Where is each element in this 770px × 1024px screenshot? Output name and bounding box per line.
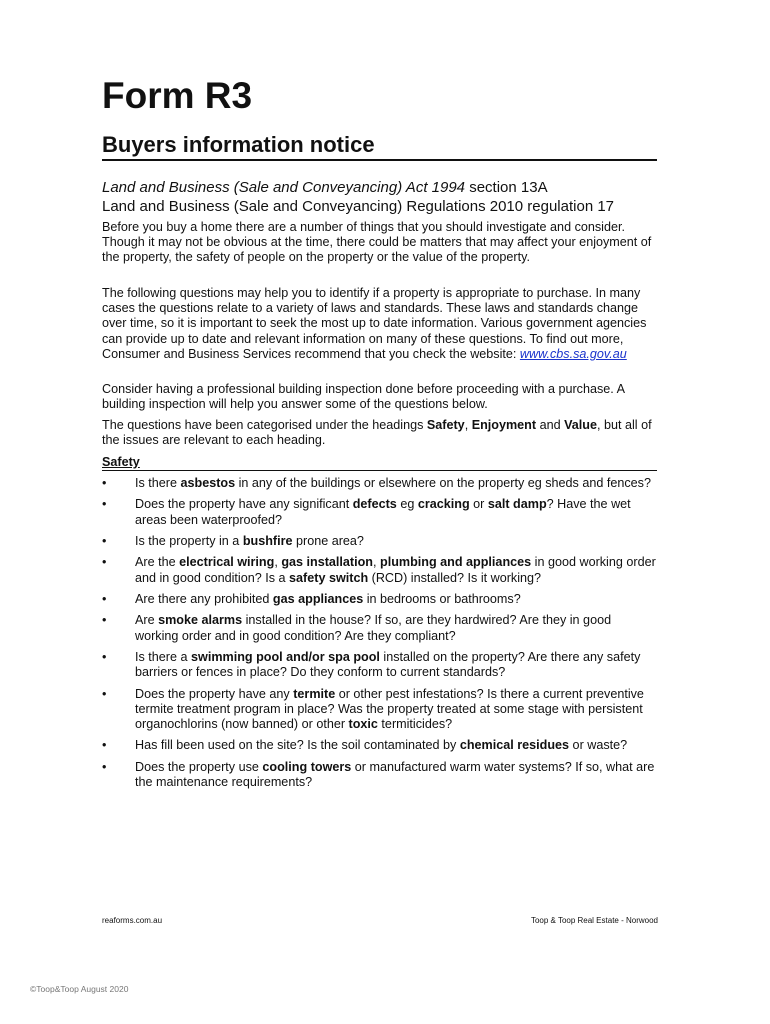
intro-paragraph-1: Before you buy a home there are a number of things that you should investigate and consider. Though it may not be obvious at the time, there could be matters that may affect your enjoyment of the property, the safety of people on the property or the value of the property. bbox=[102, 220, 652, 265]
p4-separator: , bbox=[464, 418, 472, 432]
list-item bbox=[102, 738, 657, 753]
item-keyword: asbestos bbox=[180, 476, 236, 490]
safety-section-heading: Safety bbox=[102, 455, 657, 471]
heading-ref-enjoyment: Enjoyment bbox=[471, 418, 537, 432]
bullet-icon: • bbox=[102, 686, 107, 701]
bullet-icon: • bbox=[102, 533, 107, 548]
item-keyword: smoke alarms bbox=[158, 613, 243, 628]
p4-text-a: The questions have been categorised under the headings bbox=[102, 418, 427, 432]
item-text: Does the property have any bbox=[135, 686, 294, 701]
list-item bbox=[102, 497, 657, 527]
footer-agency: Toop & Toop Real Estate - Norwood bbox=[530, 916, 658, 925]
list-item bbox=[102, 534, 657, 549]
act-name: Land and Business (Sale and Conveyancing) Act 1994 bbox=[102, 179, 466, 196]
website-link[interactable]: www.cbs.sa.gov.au bbox=[519, 346, 627, 361]
item-text: or manufactured warm water systems? If so, what are the maintenance requirements? bbox=[135, 759, 655, 789]
heading-ref-value: Value bbox=[564, 418, 597, 432]
item-text: or other pest infestations? Is there a current preventive termite treatment program in place? Was the property treated at some stage with persistent organochlorins (now banned) or other bbox=[135, 686, 644, 731]
bullet-icon: • bbox=[102, 555, 107, 570]
item-keyword: termite bbox=[293, 686, 336, 701]
item-text: in any of the buildings or elsewhere on the property eg sheds and fences? bbox=[235, 476, 651, 490]
regulations-reference: Land and Business (Sale and Conveyancing) Regulations 2010 regulation 17 bbox=[102, 198, 615, 215]
bullet-icon: • bbox=[102, 649, 107, 664]
form-title: Form R3 bbox=[102, 75, 253, 116]
list-item bbox=[102, 555, 657, 585]
p4-and: and bbox=[536, 418, 565, 432]
item-text: Does the property have any significant bbox=[135, 497, 353, 512]
list-item bbox=[102, 592, 657, 607]
legislation-reference bbox=[102, 178, 667, 216]
item-text: Does the property use bbox=[135, 759, 263, 774]
intro-paragraph-4 bbox=[102, 418, 657, 448]
bullet-icon: • bbox=[102, 591, 107, 606]
item-keyword: salt damp bbox=[487, 497, 547, 512]
list-item bbox=[102, 613, 657, 643]
item-keyword: gas appliances bbox=[272, 591, 364, 606]
item-text: termiticides? bbox=[377, 716, 453, 731]
item-text: Are there any prohibited bbox=[135, 591, 273, 606]
item-keyword: swimming pool and/or spa pool bbox=[191, 649, 380, 664]
item-text: installed on the property? Are there any safety barriers or fences in place? Do they conform to current standards? bbox=[135, 649, 641, 680]
list-item bbox=[102, 476, 657, 491]
intro-paragraph-2 bbox=[102, 286, 657, 362]
item-keyword: defects bbox=[352, 497, 397, 512]
item-text: or bbox=[469, 497, 488, 512]
list-item bbox=[102, 687, 657, 733]
item-text: installed in the house? If so, are they hardwired? Are they in good working order and in good condition? Are they compliant? bbox=[135, 613, 612, 643]
item-text: Are the bbox=[135, 555, 180, 570]
item-text: Is there bbox=[135, 476, 181, 490]
heading-ref-safety: Safety bbox=[426, 418, 465, 432]
item-keyword: gas installation bbox=[281, 555, 373, 570]
item-keyword: plumbing and appliances bbox=[380, 555, 532, 570]
item-text: in good working order and in good condition? Is a bbox=[135, 555, 656, 585]
item-keyword: toxic bbox=[348, 716, 378, 731]
list-item bbox=[102, 650, 657, 680]
item-keyword: electrical wiring bbox=[179, 555, 275, 570]
bullet-icon: • bbox=[102, 613, 107, 628]
item-keyword: chemical residues bbox=[459, 738, 570, 753]
bullet-icon: • bbox=[102, 497, 107, 512]
item-text: Is there a bbox=[135, 649, 192, 664]
copyright-notice: ©Toop&Toop August 2020 bbox=[30, 984, 129, 994]
item-text: or waste? bbox=[569, 738, 628, 753]
item-text: , bbox=[274, 555, 282, 570]
page-subtitle: Buyers information notice bbox=[102, 131, 657, 161]
item-keyword: cooling towers bbox=[262, 759, 352, 774]
item-text: in bedrooms or bathrooms? bbox=[363, 591, 521, 606]
bullet-icon: • bbox=[102, 476, 107, 490]
item-keyword: bushfire bbox=[242, 533, 293, 548]
bullet-icon: • bbox=[102, 738, 107, 753]
act-reference bbox=[102, 178, 667, 197]
item-text: ? Have the wet areas been waterproofed? bbox=[135, 497, 631, 527]
item-text: eg bbox=[396, 497, 418, 512]
item-text: Are bbox=[135, 613, 159, 628]
item-text: Is the property in a bbox=[135, 533, 243, 548]
bullet-icon: • bbox=[102, 759, 107, 774]
intro-paragraph-2-text: The following questions may help you to identify if a property is appropriate to purchase. In many cases the questions relate to a variety of laws and standards. These laws and standards change over time, so it is important to seek the most up to date information. Various government agencies can provide up to date and relevant information on many of these questions. To find out more, Consumer and Business Services recommend that you check the website: bbox=[102, 286, 647, 361]
list-item bbox=[102, 760, 657, 790]
item-text: (RCD) installed? Is it working? bbox=[368, 570, 542, 585]
item-text: Has fill been used on the site? Is the soil contaminated by bbox=[135, 738, 460, 753]
intro-paragraph-3: Consider having a professional building inspection done before proceeding with a purchase. A building inspection will help you answer some of the questions below. bbox=[102, 382, 625, 412]
item-keyword: safety switch bbox=[289, 570, 369, 585]
item-text: prone area? bbox=[292, 533, 364, 548]
safety-questions-list bbox=[102, 476, 657, 796]
item-text: , bbox=[373, 555, 380, 570]
act-section: section 13A bbox=[465, 179, 548, 196]
item-keyword: cracking bbox=[417, 497, 470, 512]
footer-source: reaforms.com.au bbox=[102, 916, 163, 925]
p4-text-b: , but all of the issues are relevant to each heading. bbox=[102, 418, 652, 448]
